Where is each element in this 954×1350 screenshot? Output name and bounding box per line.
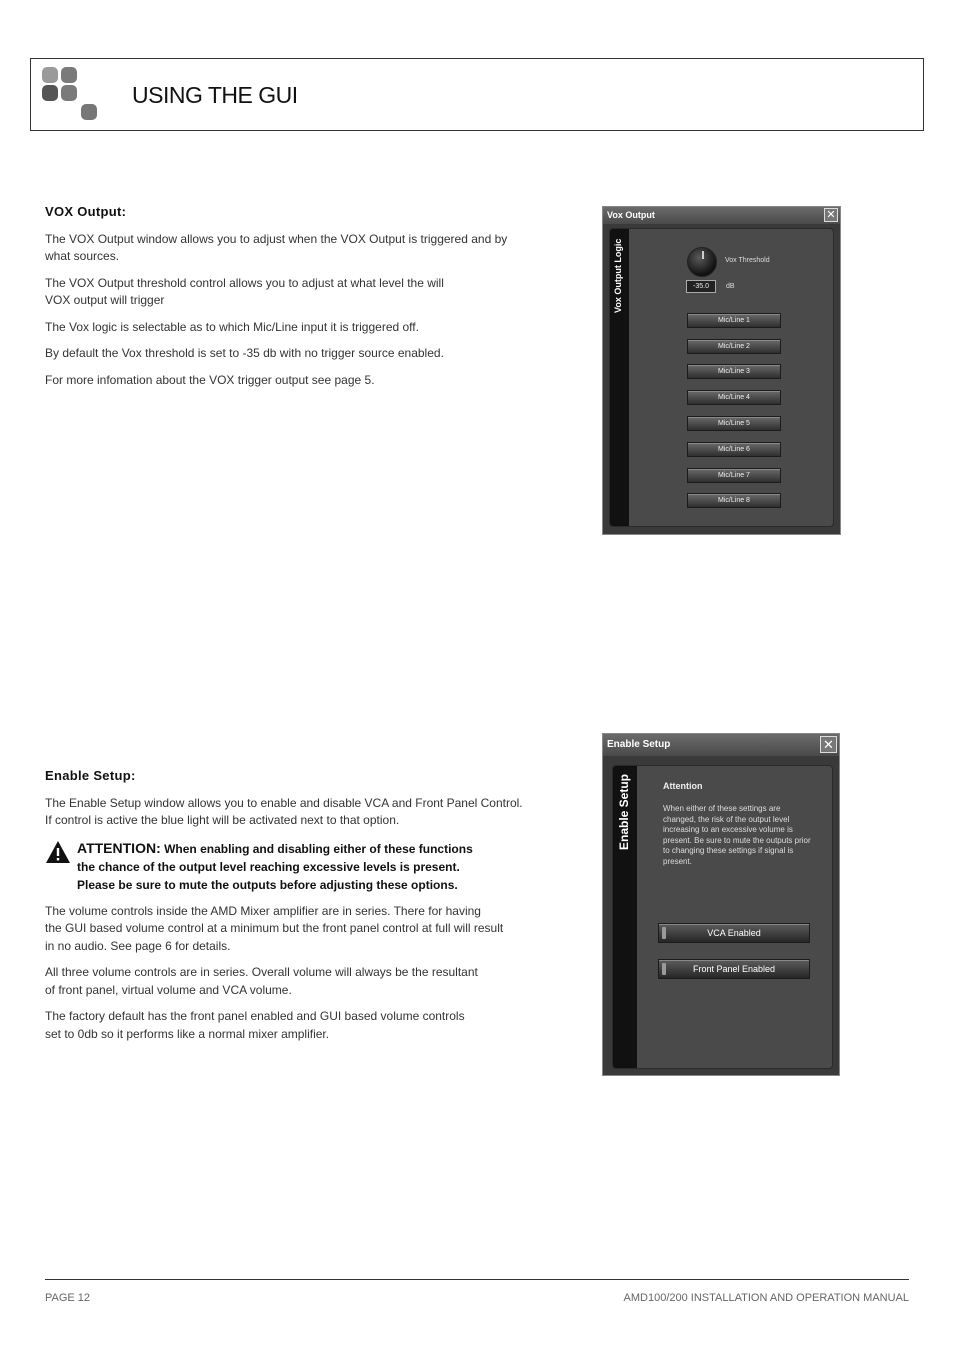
brand-logo-icon [41, 65, 101, 125]
status-light [662, 963, 666, 975]
vox-paragraph: The VOX Output threshold control allows you to adjust at what level the will VOX output will trigger [45, 275, 444, 307]
enable-paragraph: The Enable Setup window allows you to enable and disable VCA and Front Panel Control. If control is active the blue light will be activated next to that option. [45, 795, 523, 827]
footer-divider [45, 1279, 909, 1280]
vox-output-section [45, 203, 515, 398]
enable-paragraph: All three volume controls are in series. Overall volume will always be the resultant of front panel, virtual volume and VCA volume. [45, 965, 478, 997]
close-icon[interactable]: ✕ [824, 208, 838, 222]
mic-line-2-button[interactable]: Mic/Line 2 [687, 339, 781, 354]
vox-output-heading: VOX Output: [45, 204, 127, 219]
attention-notice [45, 839, 525, 894]
close-icon[interactable]: ✕ [820, 736, 837, 753]
enable-setup-section [45, 767, 525, 1052]
attention-text: Please be sure to mute the outputs before adjusting these options. [77, 877, 458, 892]
vox-paragraph: The VOX Output window allows you to adjust when the VOX Output is triggered and by what sources. [45, 231, 508, 263]
page-number: PAGE 12 [45, 1292, 91, 1304]
mic-line-7-button[interactable]: Mic/Line 7 [687, 468, 781, 483]
vox-threshold-knob[interactable] [687, 247, 717, 277]
warning-icon [45, 840, 71, 864]
enable-attention-title: Attention [663, 781, 703, 791]
enable-paragraph: The factory default has the front panel enabled and GUI based volume controls set to 0db so it performs like a normal mixer amplifier. [45, 1009, 465, 1041]
vox-paragraph: The Vox logic is selectable as to which Mic/Line input it is triggered off. [45, 319, 419, 334]
mic-line-4-button[interactable]: Mic/Line 4 [687, 390, 781, 405]
vca-enabled-toggle[interactable] [658, 923, 810, 943]
attention-label: ATTENTION: [77, 839, 161, 856]
vox-panel [609, 228, 834, 527]
manual-title: AMD100/200 INSTALLATION AND OPERATION MANUAL [623, 1292, 909, 1304]
enable-side-bar [613, 766, 637, 1068]
vox-threshold-value-field[interactable]: -35.0 [686, 280, 716, 293]
vox-output-window [602, 206, 841, 535]
mic-line-3-button[interactable]: Mic/Line 3 [687, 364, 781, 379]
mic-line-1-button[interactable]: Mic/Line 1 [687, 313, 781, 328]
vca-enabled-label: VCA Enabled [707, 928, 761, 938]
vox-threshold-label: Vox Threshold [725, 257, 770, 264]
enable-attention-text: When either of these settings are changed, the risk of the output level increasing to an excessive volume is present. Be sure to mute the outputs prior to changing these settings if signal is present. [663, 804, 811, 866]
attention-text: When enabling and disabling either of these functions [160, 841, 473, 856]
vox-threshold-unit: dB [726, 283, 735, 290]
vox-side-bar [610, 229, 629, 526]
vox-window-titlebar: Vox Output [603, 207, 840, 224]
enable-side-label: Enable Setup [617, 773, 631, 850]
mic-line-8-button[interactable]: Mic/Line 8 [687, 493, 781, 508]
vox-paragraph: By default the Vox threshold is set to -35 db with no trigger source enabled. [45, 346, 444, 360]
enable-window-titlebar: Enable Setup [603, 734, 839, 756]
enable-setup-window [602, 733, 840, 1076]
enable-setup-heading: Enable Setup: [45, 768, 136, 783]
vox-side-label: Vox Output Logic [613, 238, 623, 313]
status-light [662, 927, 666, 939]
enable-paragraph: The volume controls inside the AMD Mixer amplifier are in series. There for having the GUI based volume control at a minimum but the front panel control at full will result in no audio. See page 6 for details. [45, 903, 504, 953]
page-header [30, 58, 924, 131]
mic-line-5-button[interactable]: Mic/Line 5 [687, 416, 781, 431]
front-panel-enabled-label: Front Panel Enabled [692, 964, 776, 974]
mic-line-6-button[interactable]: Mic/Line 6 [687, 442, 781, 457]
attention-text: the chance of the output level reaching excessive levels is present. [77, 859, 460, 874]
front-panel-enabled-toggle[interactable] [658, 959, 810, 979]
vox-paragraph: For more infomation about the VOX trigger output see page 5. [45, 372, 375, 387]
enable-panel [612, 765, 833, 1069]
page-title: USING THE GUI [132, 82, 298, 108]
